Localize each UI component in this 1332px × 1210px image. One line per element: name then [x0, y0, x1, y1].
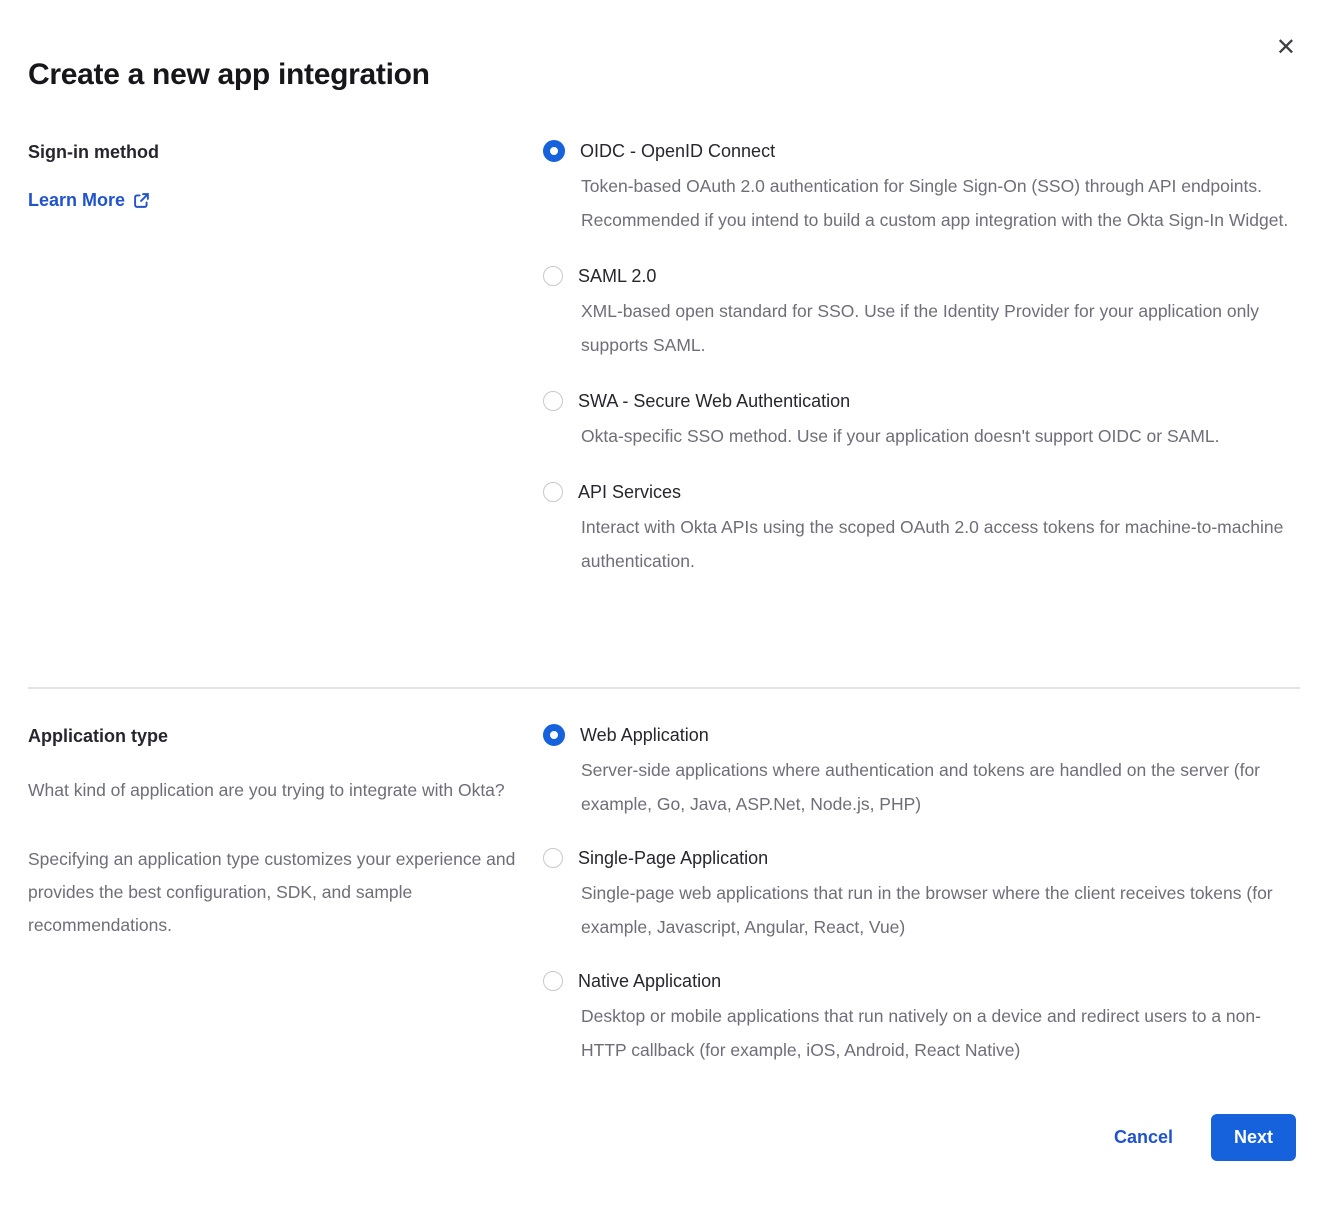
- native-application-label: Native Application: [578, 971, 722, 991]
- option-swa: [543, 390, 1296, 453]
- dialog-footer: [1114, 1114, 1296, 1161]
- application-type-options: [543, 724, 1296, 1067]
- cancel-button[interactable]: Cancel: [1113, 1127, 1173, 1147]
- saml-description: XML-based open standard for SSO. Use if the Identity Provider for your application only supports SAML.: [581, 301, 1259, 355]
- application-type-section: [28, 724, 1296, 1067]
- api-services-description: Interact with Okta APIs using the scoped OAuth 2.0 access tokens for machine-to-machine authentication.: [581, 517, 1284, 571]
- close-icon[interactable]: ✕: [1275, 34, 1296, 61]
- option-api-services: [543, 481, 1296, 578]
- api-services-radio-row[interactable]: [543, 481, 1296, 504]
- api-services-label: API Services: [578, 482, 682, 502]
- option-oidc: [543, 140, 1296, 237]
- saml-radio[interactable]: [543, 266, 563, 286]
- single-page-application-radio-row[interactable]: [543, 847, 1296, 870]
- option-native-application: [543, 970, 1296, 1067]
- application-type-detail-text: Specifying an application type customizes your experience and provides the best configuration, SDK, and sample recommendations.: [28, 849, 516, 935]
- swa-description: Okta-specific SSO method. Use if your application doesn't support OIDC or SAML.: [581, 426, 1220, 446]
- oidc-radio-selected[interactable]: [543, 140, 565, 162]
- learn-more-link[interactable]: [28, 190, 150, 211]
- dialog-title: Create a new app integration: [28, 58, 430, 91]
- single-page-application-description: Single-page web applications that run in the browser where the client receives tokens (for example, Javascript, Angular, React, Vue): [581, 883, 1273, 937]
- signin-method-section: [28, 140, 1296, 578]
- option-single-page-application: [543, 847, 1296, 944]
- native-application-radio[interactable]: [543, 971, 563, 991]
- swa-radio[interactable]: [543, 391, 563, 411]
- section-divider: [28, 687, 1300, 689]
- web-application-label: Web Application: [580, 725, 709, 745]
- swa-radio-row[interactable]: [543, 390, 1296, 413]
- signin-method-options: [543, 140, 1296, 578]
- option-web-application: [543, 724, 1296, 821]
- web-application-description: Server-side applications where authentication and tokens are handled on the server (for example, Go, Java, ASP.Net, Node.js, PHP): [581, 760, 1261, 814]
- oidc-radio-row[interactable]: [543, 140, 1296, 163]
- option-saml: [543, 265, 1296, 362]
- saml-radio-row[interactable]: [543, 265, 1296, 288]
- external-link-icon: [133, 192, 150, 209]
- oidc-label: OIDC - OpenID Connect: [580, 141, 776, 161]
- web-application-radio-row[interactable]: [543, 724, 1296, 747]
- swa-label: SWA - Secure Web Authentication: [578, 391, 851, 411]
- native-application-radio-row[interactable]: [543, 970, 1296, 993]
- single-page-application-radio[interactable]: [543, 848, 563, 868]
- oidc-description: Token-based OAuth 2.0 authentication for Single Sign-On (SSO) through API endpoints. Recommended if you intend to build a custom app integration with the Okta Sign-In Widget.: [581, 176, 1289, 230]
- learn-more-label: Learn More: [28, 190, 126, 210]
- signin-method-label: Sign-in method: [28, 142, 159, 162]
- signin-method-left-column: [28, 140, 543, 578]
- saml-label: SAML 2.0: [578, 266, 657, 286]
- web-application-radio-selected[interactable]: [543, 724, 565, 746]
- single-page-application-label: Single-Page Application: [578, 848, 769, 868]
- next-button[interactable]: Next: [1211, 1114, 1296, 1161]
- application-type-label: Application type: [28, 726, 169, 746]
- application-type-left-column: [28, 724, 543, 1067]
- application-type-intro-text: What kind of application are you trying to integrate with Okta?: [28, 780, 505, 800]
- api-services-radio[interactable]: [543, 482, 563, 502]
- native-application-description: Desktop or mobile applications that run natively on a device and redirect users to a non-HTTP callback (for example, iOS, Android, React Native): [581, 1006, 1261, 1060]
